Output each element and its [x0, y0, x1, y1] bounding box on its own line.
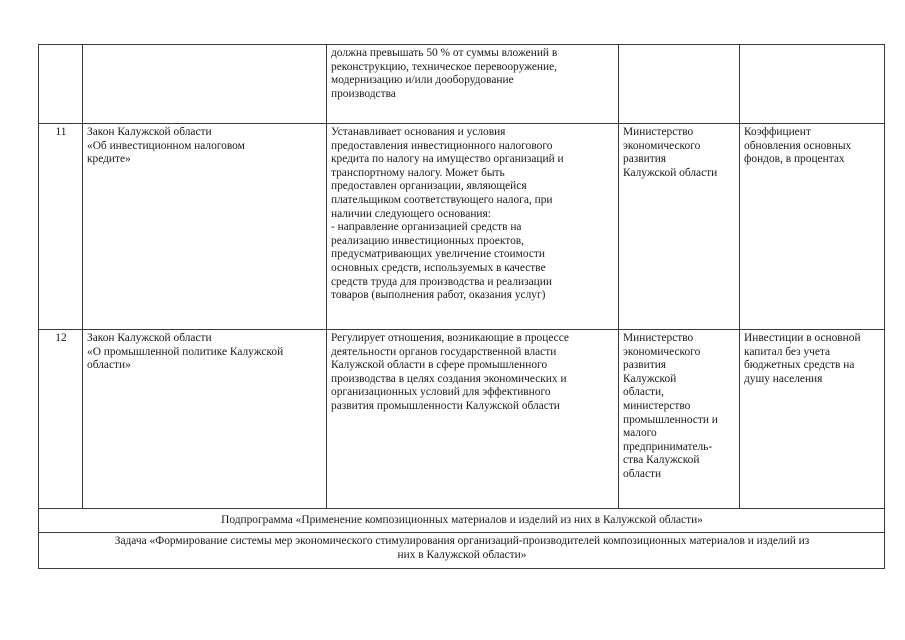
indicator-cell: [740, 330, 885, 509]
description-line: плательщиком соответствующего налога, при: [331, 193, 553, 206]
subprogram-cell: [39, 509, 885, 533]
executor-line: Министерство: [623, 332, 694, 344]
description-line: должна превышать 50 % от суммы вложений в: [331, 47, 558, 59]
law-cell: [83, 330, 327, 509]
executor-line: области: [623, 467, 662, 480]
subprogram-row: [39, 509, 885, 533]
row-number-cell: [39, 124, 83, 330]
executor-line: министерство: [623, 399, 691, 412]
description-cell: [327, 45, 619, 124]
executor-line: предприниматель-: [623, 440, 713, 453]
law-line: Закон Калужской области: [87, 332, 212, 344]
indicator-line: фондов, в процентах: [744, 153, 845, 166]
program-measures-table: [38, 44, 885, 569]
indicator-line: бюджетных средств на: [744, 359, 855, 372]
task-row: [39, 533, 885, 569]
description-line: предоставлен организации, являющейся: [331, 180, 527, 193]
executor-line: Министерство: [623, 126, 694, 138]
description-line: наличии следующего основания:: [331, 207, 491, 220]
executor-line: экономического: [623, 345, 701, 358]
executor-line: промышленности и: [623, 413, 718, 426]
table-row: [39, 45, 885, 124]
description-cell: [327, 124, 619, 330]
law-line: кредите»: [87, 153, 131, 166]
description-line: реконструкцию, техническое перевооружение,: [331, 60, 557, 73]
description-cell: [327, 330, 619, 509]
description-line: деятельности органов государственной власти: [331, 345, 557, 358]
executor-cell: [619, 45, 740, 124]
executor-line: Калужской области: [623, 166, 718, 179]
table-row: [39, 124, 885, 330]
law-line: «О промышленной политике Калужской: [87, 345, 284, 358]
executor-line: развития: [623, 359, 667, 372]
executor-line: развития: [623, 153, 667, 166]
description-line: реализацию инвестиционных проектов,: [331, 234, 524, 247]
task-line: них в Калужской области»: [397, 548, 527, 561]
law-cell: [83, 45, 327, 124]
executor-line: экономического: [623, 139, 701, 152]
description-line: Устанавливает основания и условия: [331, 126, 506, 138]
law-line: области»: [87, 359, 131, 372]
description-line: производства: [331, 87, 396, 100]
indicator-line: душу населения: [744, 372, 823, 385]
row-number: 11: [55, 126, 67, 138]
description-line: предусматривающих увеличение стоимости: [331, 248, 545, 261]
description-line: организационных условий для эффективного: [331, 386, 551, 399]
indicator-line: обновления основных: [744, 139, 852, 152]
executor-line: Калужской: [623, 372, 677, 385]
indicator-line: капитал без учета: [744, 345, 831, 358]
description-line: Регулирует отношения, возникающие в процессе: [331, 332, 569, 344]
description-line: основных средств, используемых в качестве: [331, 261, 546, 274]
law-line: «Об инвестиционном налоговом: [87, 139, 245, 152]
description-line: средств труда для производства и реализации: [331, 275, 552, 288]
table-row: [39, 330, 885, 509]
indicator-line: Коэффициент: [744, 126, 811, 138]
description-line: - направление организацией средств на: [331, 221, 522, 234]
description-line: производства в целях создания экономических и: [331, 372, 567, 385]
row-number-cell: [39, 330, 83, 509]
executor-line: области,: [623, 386, 664, 399]
law-cell: [83, 124, 327, 330]
indicator-cell: [740, 124, 885, 330]
indicator-cell: [740, 45, 885, 124]
executor-line: ства Калужской: [623, 454, 700, 467]
task-line: Задача «Формирование системы мер экономического стимулирования организаций-производителей композиционных материалов и изделий из: [114, 535, 810, 547]
description-line: товаров (выполнения работ, оказания услуг): [331, 289, 546, 302]
law-line: Закон Калужской области: [87, 126, 212, 138]
description-line: транспортному налогу. Может быть: [331, 166, 505, 179]
executor-cell: [619, 124, 740, 330]
description-line: кредита по налогу на имущество организаций и: [331, 153, 564, 166]
subprogram-title: Подпрограмма «Применение композиционных материалов и изделий из них в Калужской области»: [221, 513, 703, 526]
indicator-line: Инвестиции в основной: [744, 332, 861, 344]
executor-cell: [619, 330, 740, 509]
row-number-cell: [39, 45, 83, 124]
description-line: модернизацию и/или дооборудование: [331, 74, 514, 87]
description-line: развития промышленности Калужской области: [331, 399, 560, 412]
task-cell: [39, 533, 885, 569]
executor-line: малого: [623, 427, 657, 440]
row-number: 12: [55, 332, 67, 344]
description-line: Калужской области в сфере промышленного: [331, 359, 548, 372]
description-line: предоставления инвестиционного налогового: [331, 139, 553, 152]
